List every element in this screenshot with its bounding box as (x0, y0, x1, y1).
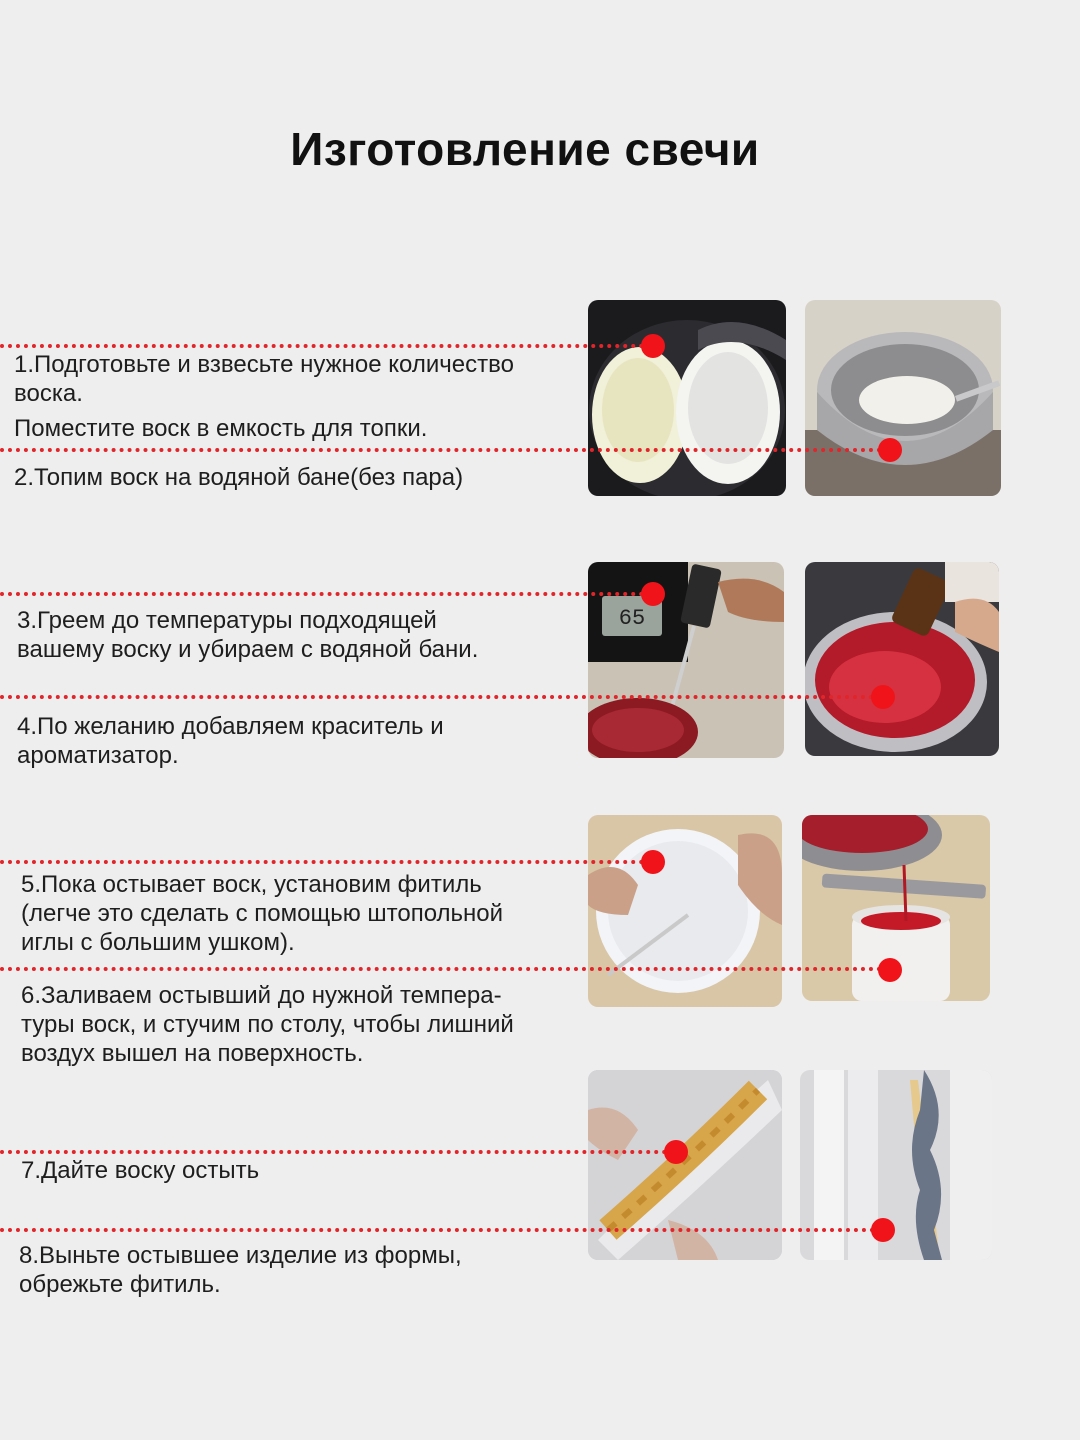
pointer-dot-5 (641, 850, 665, 874)
step-3-text: 3.Греем до температуры подходящей вашему воску и убираем с водяной бани. (17, 607, 479, 663)
pointer-line-7 (0, 1150, 675, 1154)
page-title: Изготовление свечи (290, 123, 760, 175)
pointer-line-4 (0, 695, 882, 699)
pointer-line-1 (0, 344, 652, 348)
pointer-dot-3 (641, 582, 665, 606)
pointer-dot-2 (878, 438, 902, 462)
step-2-text: 2.Топим воск на водяной бане(без пара) (14, 464, 464, 491)
scale-display-text: 65 (618, 606, 646, 631)
pointer-dot-8 (871, 1218, 895, 1242)
step-7-text: 7.Дайте воску остыть (21, 1157, 260, 1184)
step-1b-text: Поместите воск в емкость для топки. (14, 415, 428, 442)
step-1-text: 1.Подготовьте и взвесьте нужное количество воска. (14, 351, 514, 407)
step-8-text: 8.Выньте остывшее изделие из формы, обрежьте фитиль. (19, 1242, 462, 1298)
pointer-line-6 (0, 967, 890, 971)
photo-wax-flakes (588, 300, 786, 496)
pointer-line-5 (0, 860, 652, 864)
step-6-text: 6.Заливаем остывший до нужной темпера- туры воск, и стучим по столу, чтобы лишний воздух вышел на поверхность. (21, 982, 514, 1067)
pointer-dot-7 (664, 1140, 688, 1164)
pointer-dot-1 (641, 334, 665, 358)
pointer-dot-6 (878, 958, 902, 982)
photo-wick-mold (588, 815, 782, 1007)
pointer-line-2 (0, 448, 890, 452)
pointer-dot-4 (871, 685, 895, 709)
pointer-line-3 (0, 592, 652, 596)
step-5-text: 5.Пока остывает воск, установим фитиль (легче это сделать с помощью штопольной иглы с большим ушком). (21, 871, 504, 956)
pointer-line-8 (0, 1228, 883, 1232)
photo-adding-dye (805, 562, 999, 756)
photo-double-boiler (805, 300, 1001, 496)
step-4-text: 4.По желанию добавляем краситель и ароматизатор. (17, 713, 444, 769)
